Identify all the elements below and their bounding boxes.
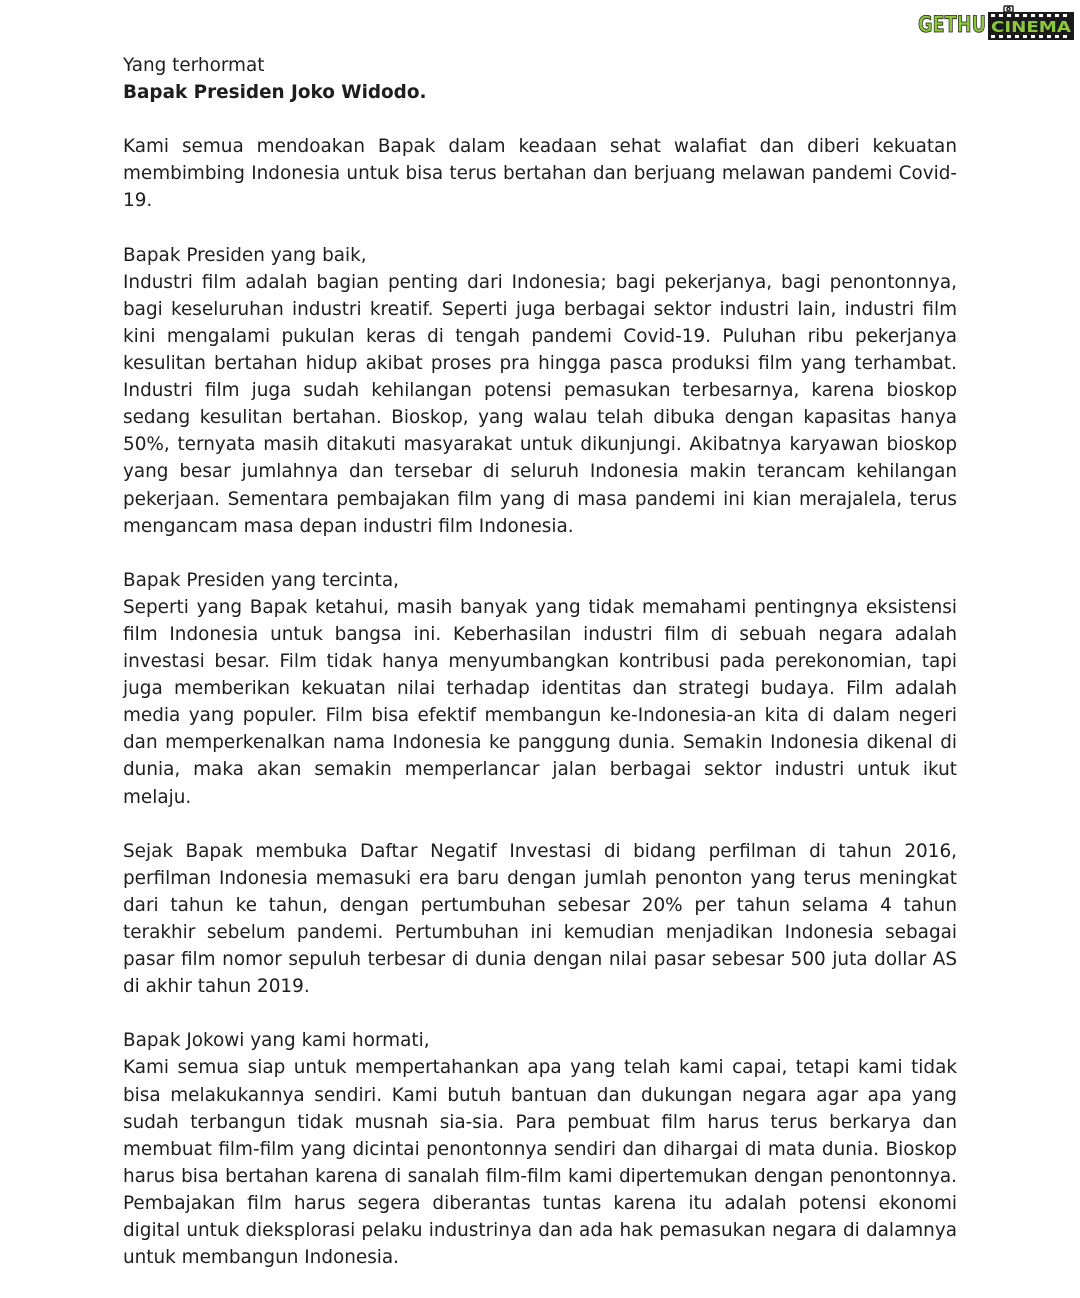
camera-icon [1004, 6, 1013, 12]
section-2-body: Seperti yang Bapak ketahui, masih banyak yang tidak memahami pentingnya eksistensi film Indonesia untuk bangsa ini. Keberhasilan industri film di sebuah negara adalah investasi besar. Film tidak hanya menyumbangkan kontribusi pada perekonomian, tapi juga memberikan kekuatan nilai terhadap identitas dan strategi budaya. Film adalah media yang populer. Film bisa efektif membangun ke-Indonesia-an kita di dalam negeri dan memperkenalkan nama Indonesia ke panggung dunia. Semakin Indonesia dikenal di dunia, maka akan semakin memperlancar jalan berbagai sektor industri untuk ikut melaju. [123, 596, 957, 808]
section-2 [123, 567, 957, 811]
section-4-greeting: Bapak Jokowi yang kami hormati, [123, 1030, 430, 1052]
section-1-body: Industri film adalah bagian penting dari Indonesia; bagi pekerjanya, bagi penontonnya, bagi keseluruhan industri kreatif. Seperti juga berbagai sektor industri lain, industri film kini mengalami pukulan keras di tengah pandemi Covid-19. Puluhan ribu pekerjanya kesulitan bertahan hidup akibat proses pra hingga pasca produksi film yang terhambat. Industri film juga sudah kehilangan potensi pemasukan terbesarnya, karena bioskop sedang kesulitan bertahan. Bioskop, yang walau telah dibuka dengan kapasitas hanya 50%, ternyata masih ditakuti masyarakat untuk dikunjungi. Akibatnya karyawan bioskop yang besar jumlahnya dan tersebar di seluruh Indonesia makin terancam kehilangan pekerjaan. Sementara pembajakan film yang di masa pandemi ini kian merajalela, terus mengancam masa depan industri film Indonesia. [123, 271, 957, 537]
section-4-body: Kami semua siap untuk mempertahankan apa yang telah kami capai, tetapi kami tidak bisa melakukannya sendiri. Kami butuh bantuan dan dukungan negara agar apa yang sudah terbangun tidak musnah sia-sia. Para pembuat film harus terus berkarya dan membuat film-film yang dicintai penontonnya sendiri dan dihargai di mata dunia. Bioskop harus bisa bertahan karena di sanalah film-film kami dipertemukan dengan penontonnya. Pembajakan film harus segera diberantas tuntas karena itu adalah potensi ekonomi digital untuk dieksplorasi pelaku industrinya dan ada hak pemasukan negara di dalamnya untuk membangun Indonesia. [123, 1057, 957, 1269]
gethu-cinema-logo [916, 4, 1076, 42]
letter [123, 52, 957, 1298]
intro-paragraph: Kami semua mendoakan Bapak dalam keadaan sehat walafiat dan diberi kekuatan membimbing Indonesia untuk bisa terus bertahan dan berjuang melawan pandemi Covid-19. [123, 136, 957, 212]
section-4 [123, 1027, 957, 1271]
section-3-paragraph: Sejak Bapak membuka Daftar Negatif Investasi di bidang perfilman di tahun 2016, perfilman Indonesia memasuki era baru dengan jumlah penonton yang terus meningkat dari tahun ke tahun, dengan pertumbuhan sebesar 20% per tahun selama 4 tahun terakhir sebelum pandemi. Pertumbuhan ini kemudian menjadikan Indonesia sebagai pasar film nomor sepuluh terbesar di dunia dengan nilai pasar sebesar 500 juta dollar AS di akhir tahun 2019. [123, 840, 957, 998]
logo-text-right: CINEMA [991, 18, 1072, 36]
salutation-line-2: Bapak Presiden Joko Widodo. [123, 82, 427, 104]
salutation-line-1: Yang terhormat [123, 55, 265, 76]
logo-text-left: GETHU [918, 13, 986, 38]
section-1 [123, 242, 957, 540]
section-2-greeting: Bapak Presiden yang tercinta, [123, 569, 399, 591]
section-1-greeting: Bapak Presiden yang baik, [123, 244, 367, 266]
